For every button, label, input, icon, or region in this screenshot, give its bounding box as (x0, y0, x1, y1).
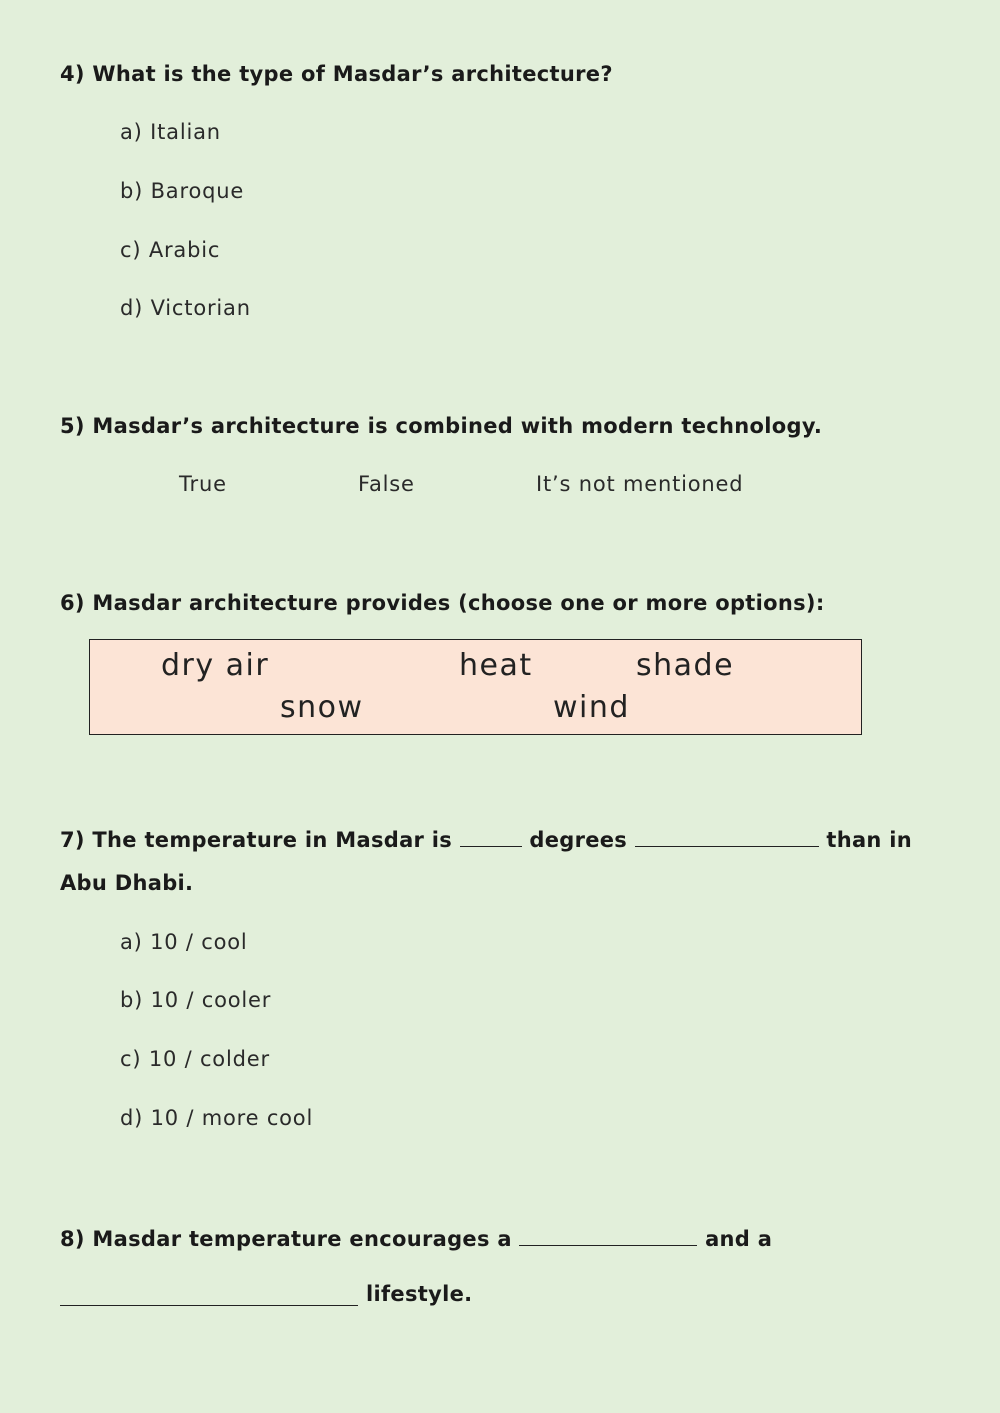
question-6: 6) Masdar architecture provides (choose one or more options): (60, 591, 825, 615)
q7-option-d[interactable]: d) 10 / more cool (120, 1106, 314, 1130)
q4-option-c[interactable]: c) Arabic (120, 238, 221, 262)
word-bank-box (89, 639, 862, 735)
question-4: 4) What is the type of Masdar’s architecture? (60, 62, 613, 86)
q8-text-part1: 8) Masdar temperature encourages a (60, 1227, 512, 1251)
word-wind[interactable]: wind (553, 690, 630, 725)
q4-option-b[interactable]: b) Baroque (120, 179, 245, 203)
q8-blank-1[interactable] (519, 1224, 697, 1246)
question-5: 5) Masdar’s architecture is combined with modern technology. (60, 414, 823, 438)
q8-blank-2[interactable] (60, 1305, 358, 1306)
word-dry-air[interactable]: dry air (161, 648, 270, 683)
q4-option-d[interactable]: d) Victorian (120, 296, 251, 320)
question-7-line-1 (60, 825, 912, 852)
q7-text-part2: degrees (529, 828, 628, 852)
word-snow[interactable]: snow (280, 690, 364, 725)
word-heat[interactable]: heat (459, 648, 533, 683)
q7-text-part1: 7) The temperature in Masdar is (60, 828, 453, 852)
q8-text-part2: and a (705, 1227, 773, 1251)
q7-option-c[interactable]: c) 10 / colder (120, 1047, 270, 1071)
question-8-line-1 (60, 1224, 772, 1251)
word-shade[interactable]: shade (636, 648, 735, 683)
q7-option-b[interactable]: b) 10 / cooler (120, 988, 272, 1012)
q8-text-part3: lifestyle. (366, 1282, 473, 1306)
question-7-line-2: Abu Dhabi. (60, 871, 194, 895)
q7-blank-number[interactable] (460, 825, 522, 847)
q4-option-a[interactable]: a) Italian (120, 120, 221, 144)
q5-choice-true[interactable]: True (179, 472, 227, 496)
q7-blank-comparative[interactable] (635, 825, 819, 847)
q5-choice-not-mentioned[interactable]: It’s not mentioned (536, 472, 744, 496)
q5-choice-false[interactable]: False (358, 472, 415, 496)
q7-text-part3: than in (826, 828, 913, 852)
q7-option-a[interactable]: a) 10 / cool (120, 930, 248, 954)
